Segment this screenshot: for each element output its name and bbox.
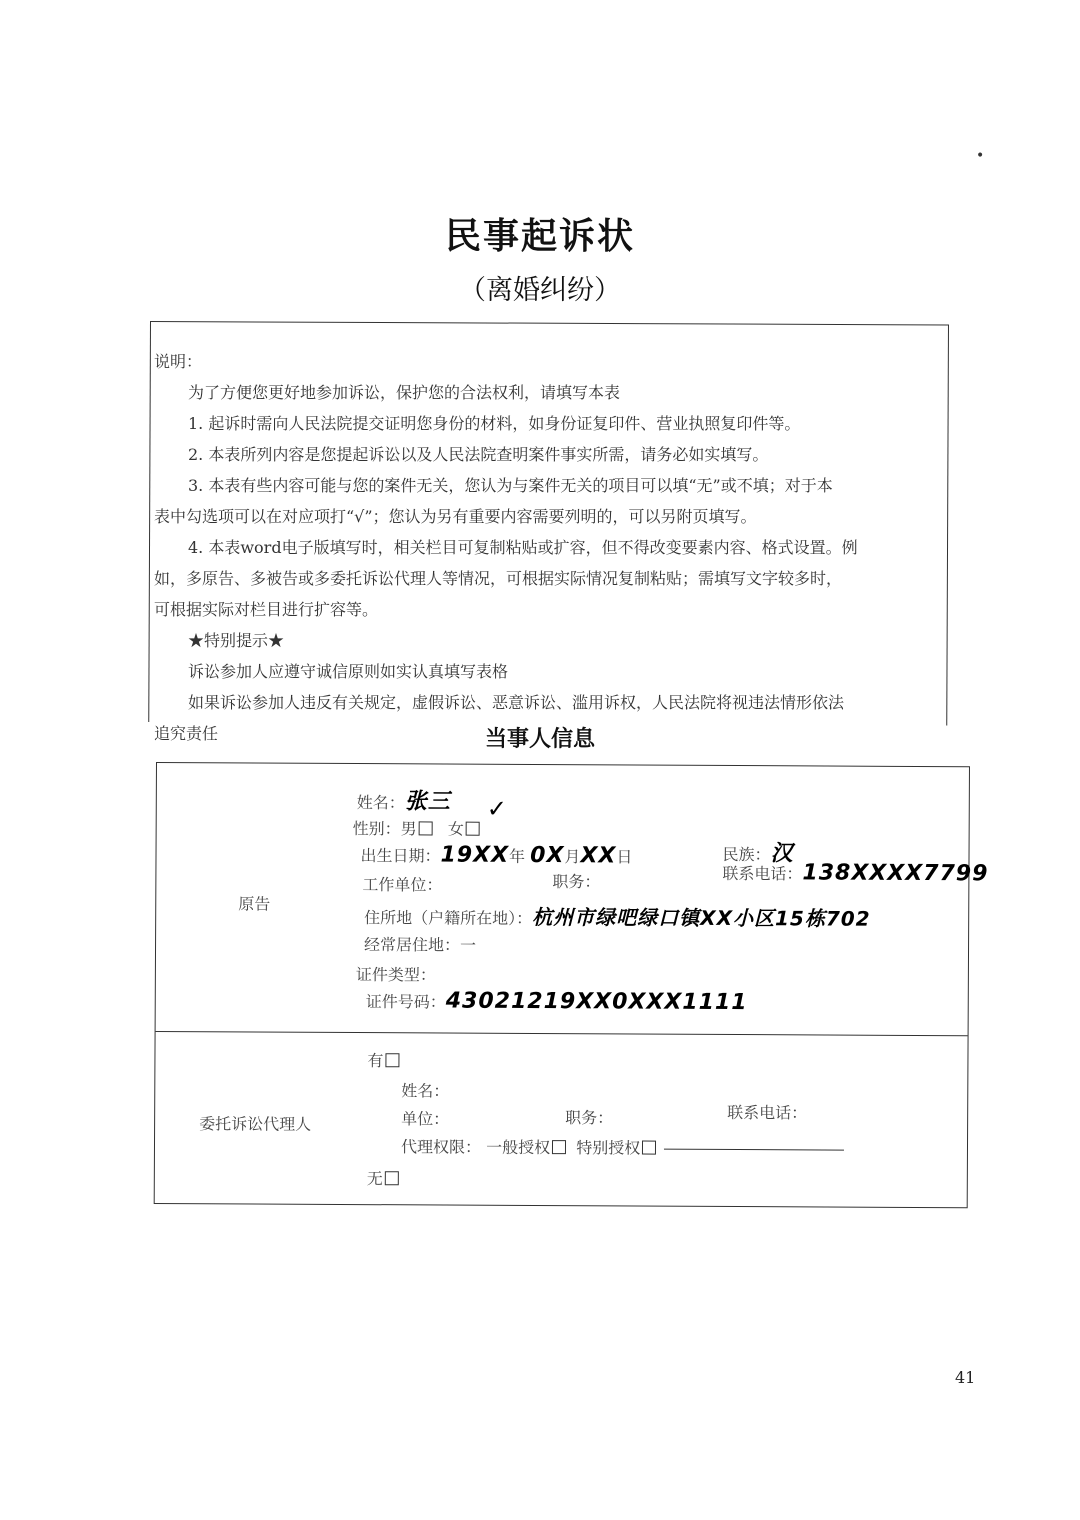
birth-month-value: 0X	[530, 842, 565, 869]
agent-unit-label: 单位：	[401, 1109, 450, 1129]
residence-label: 经常居住地：	[363, 935, 461, 955]
name-label: 姓名：	[356, 793, 405, 813]
agent-row-label: 委托诉讼代理人	[199, 1114, 312, 1134]
agent-authority-field[interactable]	[401, 1134, 844, 1159]
notes-line: 如，多原告、多被告或多委托诉讼代理人等情况，可根据实际情况复制粘贴；需填写文字较多时，	[154, 569, 843, 588]
document-subtitle: （离婚纠纷）	[459, 275, 621, 306]
agent-phone-label: 联系电话：	[727, 1102, 808, 1123]
plaintiff-residence-field[interactable]	[364, 932, 476, 956]
notes-line: 2. 本表所列内容是您提起诉讼以及人民法院查明案件事实所需，请务必如实填写。	[188, 445, 769, 464]
agent-name-field[interactable]	[401, 1078, 449, 1101]
plaintiff-id-type-field[interactable]	[356, 962, 436, 985]
agent-none-checkbox[interactable]	[385, 1171, 399, 1185]
plaintiff-address-field[interactable]	[364, 900, 871, 932]
gender-male-label: 男	[400, 819, 417, 839]
plaintiff-name-field[interactable]	[357, 784, 451, 815]
document-title: 民事起诉状	[444, 215, 635, 257]
plaintiff-row-label: 原告	[238, 894, 271, 914]
gender-female-label: 女	[447, 819, 465, 839]
agent-none-label: 无	[366, 1169, 383, 1189]
row-divider	[156, 1031, 968, 1036]
special-authority-checkbox[interactable]	[642, 1141, 656, 1155]
special-notice-line: 如果诉讼参加人违反有关规定，虚假诉讼、恶意诉讼、滥用诉权，人民法院将视违法情形依法	[188, 693, 845, 712]
special-notice-title: ★特别提示★	[188, 631, 285, 650]
checkmark-icon: ✓	[486, 794, 507, 823]
name-value: 张三	[404, 789, 451, 815]
id-no-value: 43021219XX0XXX1111	[445, 988, 748, 1016]
id-type-label: 证件类型：	[355, 965, 436, 985]
plaintiff-gender-field[interactable]	[353, 816, 480, 840]
agent-has-checkbox[interactable]	[385, 1053, 399, 1067]
special-authority-blank[interactable]	[664, 1149, 844, 1151]
notes-line: 3. 本表有些内容可能与您的案件无关，您认为与案件无关的项目可以填“无”或不填；对于本	[188, 476, 833, 495]
day-unit: 日	[616, 847, 633, 867]
notes-label: 说明：	[154, 352, 203, 371]
id-no-label: 证件号码：	[365, 992, 446, 1012]
plaintiff-phone-field[interactable]	[722, 860, 988, 886]
general-authority-label: 一般授权	[486, 1137, 551, 1158]
agent-position-field[interactable]	[565, 1105, 613, 1128]
notes-line: 可根据实际对栏目进行扩容等。	[154, 600, 379, 619]
agent-unit-field[interactable]	[401, 1106, 449, 1129]
birth-label: 出生日期：	[360, 846, 441, 866]
phone-label: 联系电话：	[722, 863, 803, 884]
scan-mark: •	[976, 148, 985, 164]
agent-position-label: 职务：	[565, 1108, 614, 1128]
agent-phone-field[interactable]	[727, 1100, 807, 1123]
general-authority-checkbox[interactable]	[552, 1140, 566, 1154]
ethnic-label: 民族：	[722, 844, 771, 865]
plaintiff-position-field[interactable]	[552, 869, 600, 892]
notes-line: 表中勾选项可以在对应项打“√”；您认为另有重要内容需要列明的，可以另附页填写。	[154, 507, 757, 526]
female-checkbox[interactable]	[466, 822, 480, 836]
agent-name-label: 姓名：	[401, 1081, 450, 1101]
address-label: 住所地（户籍所在地）：	[364, 908, 533, 928]
page-number: 41	[955, 1368, 976, 1387]
section-title: 当事人信息	[484, 726, 595, 752]
special-notice-line: 诉讼参加人应遵守诚信原则如实认真填写表格	[188, 662, 509, 681]
work-label: 工作单位：	[362, 875, 443, 895]
notes-line: 为了方便您更好地参加诉讼，保护您的合法权利，请填写本表	[188, 383, 621, 402]
address-value: 杭州市绿吧绿口镇XX小区15栋702	[532, 904, 871, 931]
agent-authority-label: 代理权限：	[400, 1137, 482, 1157]
agent-has-option[interactable]	[367, 1048, 399, 1071]
position-label: 职务：	[552, 872, 601, 892]
phone-value: 138XXXX7799	[802, 860, 989, 887]
gender-label: 性别：	[352, 819, 401, 839]
year-unit: 年	[509, 846, 526, 866]
birth-year-value: 19XX	[440, 842, 510, 868]
residence-value: 一	[460, 935, 477, 955]
plaintiff-id-no-field[interactable]	[366, 988, 748, 1015]
male-checkbox[interactable]	[419, 821, 433, 835]
special-notice-line: 追究责任	[154, 724, 219, 743]
plaintiff-work-field[interactable]	[362, 872, 442, 895]
ethnic-value: 汉	[770, 841, 794, 867]
special-authority-label: 特别授权	[576, 1138, 641, 1158]
agent-none-option[interactable]	[367, 1166, 399, 1189]
month-unit: 月	[564, 847, 581, 867]
birth-day-value: XX	[580, 843, 617, 869]
notes-section	[154, 346, 954, 749]
notes-line: 1. 起诉时需向人民法院提交证明您身份的材料，如身份证复印件、营业执照复印件等。	[188, 414, 801, 433]
party-info-table	[154, 762, 989, 1208]
notes-line: 4. 本表word电子版填写时，相关栏目可复制粘贴或扩容，但不得改变要素内容、格式设置。例	[188, 538, 858, 557]
plaintiff-birth-field[interactable]	[360, 842, 632, 868]
agent-has-label: 有	[367, 1051, 384, 1071]
